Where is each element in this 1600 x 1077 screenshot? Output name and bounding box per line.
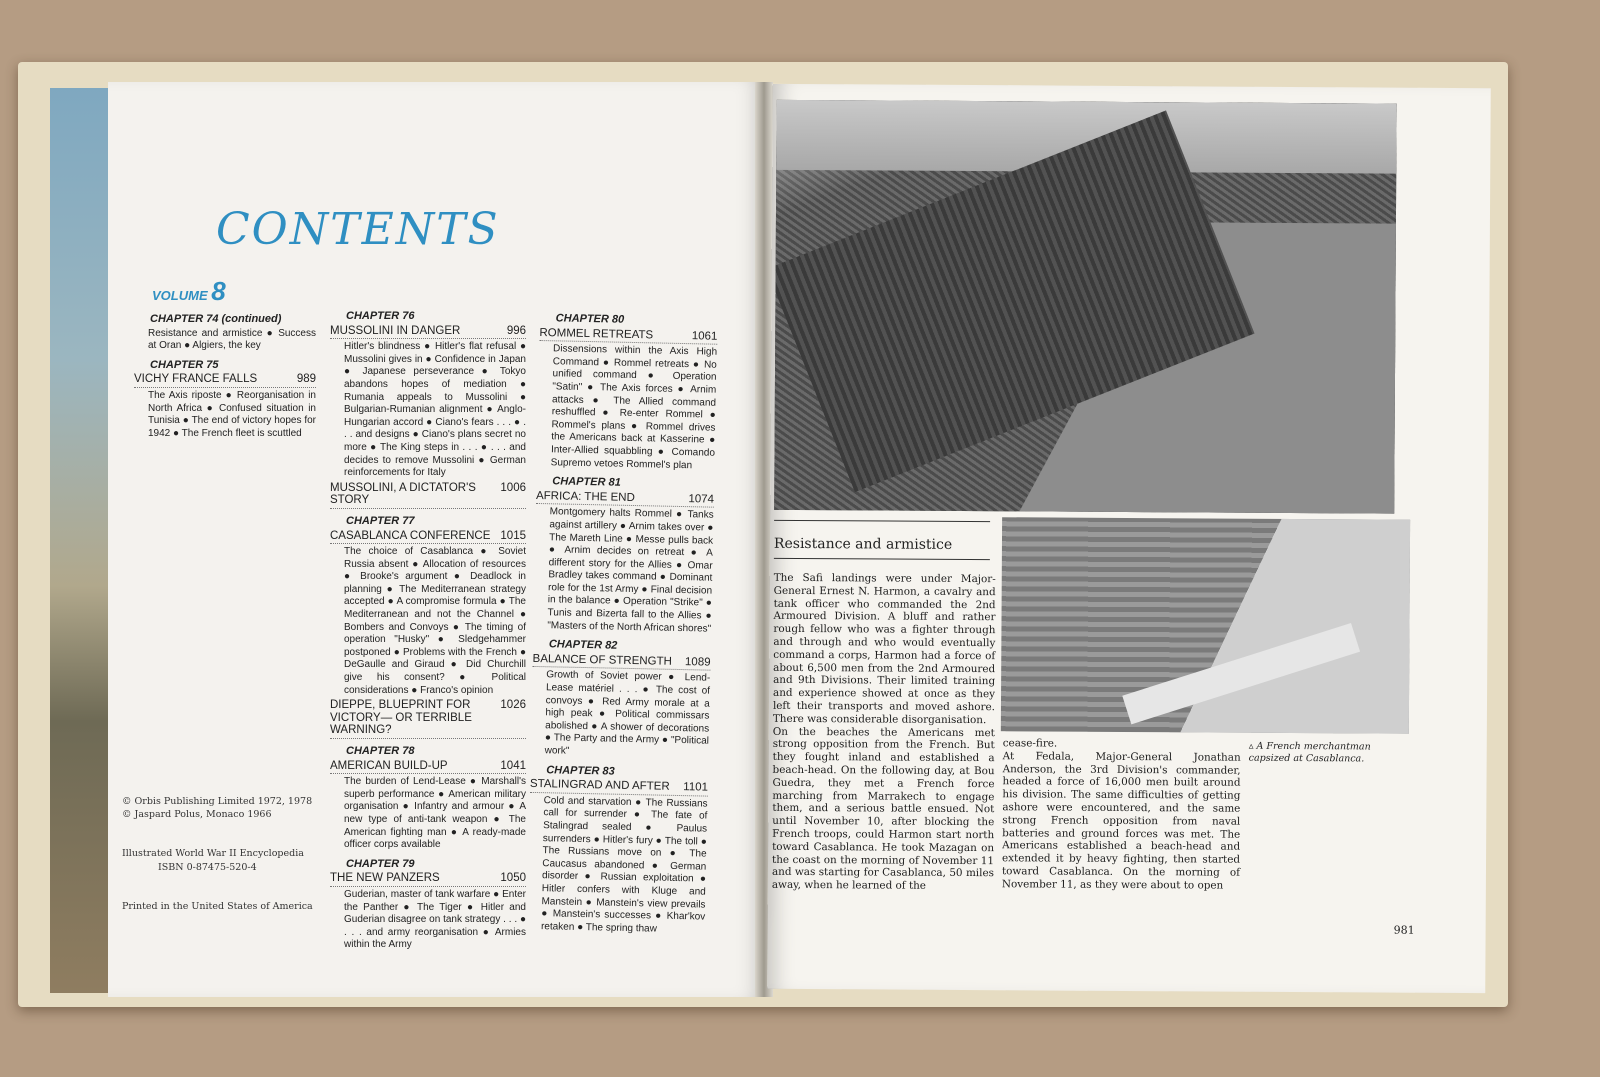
chapter-label: CHAPTER 81 (552, 475, 621, 489)
chapter-description: Hitler's blindness ● Hitler's flat refusal ● Mussolini gives in ● Confidence in Japan ● Japanese perseverance ● Tokyo abandons hopes of mediation ● Rumania appeals to Mussolini ● Bulgarian-Rumanian alignment ● Anglo-Hungarian accord ● Ciano's fears . . . ● . . . and designs ● Ciano's plans secret no more ● The King steps in . . . ● . . . and decides to remove Mussolini ● German reinforcements for Italy (344, 341, 526, 479)
chapter-page-number: 1101 (683, 781, 709, 794)
chapter-description: Growth of Soviet power ● Lend-Lease matériel . . . ● The cost of convoys ● Red Army morale at a high peak ● Political commissars abolished ● A shower of decorations ● The Party and the Army ● "Political work" (544, 669, 711, 757)
chapter-title: MUSSOLINI, A DICTATOR'S STORY (330, 481, 476, 507)
chapter-title-row[interactable] (330, 872, 526, 887)
chapter-page-number: 1089 (684, 655, 711, 669)
chapter-description: The Axis riposte ● Reorganisation in North Africa ● Confused situation in Tunisia ● The end of victory hopes for 1942 ● The French fleet is scuttled (148, 389, 316, 439)
chapter-title-row[interactable] (530, 778, 708, 796)
chapter-label: CHAPTER 77 (346, 514, 415, 527)
capsized-ship-photo (774, 100, 1396, 514)
chapter-title: ROMMEL RETREATS (539, 326, 654, 341)
volume-heading (152, 276, 226, 307)
chapter-page-number: 1041 (500, 759, 526, 772)
body-text-column-1: The Safi landings were under Major-General Ernest N. Harmon, a cavalry and tank officer who commanded the 2nd Armoured Division. A bluff and rather rough fellow who was a fighter through and through and who would eventually command a corps, Harmon had a force of about 6,500 men from the 2nd Armoured and 9th Divisions. Their limited training and experience showed at once as they left their transports and moved ashore. There was considerable disorganisation. On the beaches the Americans met strong opposition from the French. But they fought inland and established a beach-head. On the following day, at Bou Guedra, they met a French force marching from Marrakech to engage them, and a serious battle ensued. Not until November 10, after blocking the French troops, could Harmon start north toward Casablanca. He took Mazagan on the coast on the morning of November 11 and was starting for Casablanca, 50 miles away, when he learned of the (771, 571, 996, 892)
section-rule-bottom (774, 558, 990, 560)
chapter-title-row[interactable] (536, 490, 714, 508)
copyright-jaspard: © Jaspard Polus, Monaco 1966 (122, 809, 272, 820)
left-page (108, 82, 763, 997)
chapter-title: STALINGRAD AND AFTER (529, 778, 670, 794)
chapter-page-number: 1061 (691, 329, 718, 343)
chapter-description: Montgomery halts Rommel ● Tanks against artillery ● Arnim takes over ● The Mareth Line ● Messe pulls back ● Arnim decides on retreat ● A different story for the Allies ● Omar Bradley takes command ● Dominant role for the 1st Army ● Final decision in the balance ● Operation "Strike" ● Tunis and Bizerta fall to the Allies ● "Masters of the North African shores" (547, 506, 714, 635)
copyright-orbis: © Orbis Publishing Limited 1972, 1978 (122, 796, 313, 807)
chapter-title: DIEPPE, BLUEPRINT FOR VICTORY— OR TERRIBLE WARNING? (330, 699, 472, 737)
chapter-label: CHAPTER 76 (346, 310, 415, 322)
cover-edge-artwork (50, 88, 110, 993)
chapter-description: Guderian, master of tank warfare ● Enter the Panther ● The Tiger ● Hitler and Guderian disagree on tank strategy . . . ● . . . and army reorganisation ● Armies within the Army (344, 888, 526, 951)
chapter-title: AFRICA: THE END (535, 489, 635, 504)
chapter-page-number: 989 (296, 373, 316, 386)
chapter-title-row[interactable] (330, 530, 526, 545)
contents-title: CONTENTS (216, 204, 500, 255)
chapter-title: AMERICAN BUILD-UP (330, 759, 448, 772)
chapter-title-row[interactable] (330, 482, 526, 509)
chapter-page-number: 1006 (500, 481, 526, 494)
printed-in: Printed in the United States of America (122, 901, 313, 912)
toc-column-1 (134, 307, 316, 440)
volume-label: VOLUME (152, 288, 208, 303)
chapter-title-row[interactable] (330, 760, 526, 775)
chapter-label: CHAPTER 75 (150, 358, 219, 371)
chapter-title-row[interactable] (330, 699, 526, 739)
chapter-label: CHAPTER 79 (346, 857, 415, 870)
chapter-title-row[interactable] (330, 325, 526, 340)
chapter-title: THE NEW PANZERS (330, 872, 440, 885)
chapter-title: CASABLANCA CONFERENCE (330, 529, 491, 542)
toc-column-2 (330, 304, 526, 952)
chapter-description: The burden of Lend-Lease ● Marshall's superb performance ● American military organisation ● Infantry and armour ● A new type of anti-tank weapon ● The American fighting man ● A ready-made officer corps available (344, 776, 526, 851)
page-number: 981 (1393, 923, 1415, 937)
chapter-page-number: 1026 (500, 699, 526, 712)
chapter-page-number: 1015 (500, 529, 526, 542)
aerial-harbour-photo (1001, 517, 1410, 733)
isbn: ISBN 0-87475-520-4 (158, 862, 257, 873)
chapter-page-number: 1074 (688, 492, 715, 506)
chapter-title-row[interactable] (539, 327, 717, 345)
chapter-title-row[interactable] (532, 653, 710, 671)
chapter-title: BALANCE OF STRENGTH (532, 652, 673, 668)
chapter-label: CHAPTER 82 (548, 638, 618, 652)
chapter-page-number: 996 (506, 324, 526, 337)
toc-column-3 (527, 306, 718, 937)
chapter-label: CHAPTER 80 (555, 312, 625, 326)
chapter-page-number: 1050 (500, 872, 526, 885)
section-title: Resistance and armistice (773, 535, 953, 553)
chapter-title-row[interactable] (134, 373, 316, 388)
chapter-description: Resistance and armistice ● Success at Oran ● Algiers, the key (148, 327, 316, 352)
right-page (767, 84, 1491, 993)
chapter-title: MUSSOLINI IN DANGER (330, 324, 461, 337)
chapter-label: CHAPTER 74 (continued) (150, 313, 282, 325)
photo-ship (1122, 623, 1360, 724)
volume-number: 8 (211, 276, 226, 306)
body-text-column-2: cease-fire. At Fedala, Major-General Jonathan Anderson, the 3rd Division's commander, headed a force of 16,000 men built around his division. The same difficulties of getting ashore were encountered, and the same strong French opposition from naval batteries and ground forces was met. The Americans established a beach-head and extended it by heavy fighting, then started toward Casablanca. On the morning of November 11, as they were about to open (1001, 737, 1241, 892)
chapter-description: Dissensions within the Axis High Command ● Rommel retreats ● No unified command ● Operation "Satin" ● The Axis forces ● Arnim attacks ● The Allied command reshuffled ● Re-enter Rommel ● Rommel's plans ● Rommel drives the Americans back at Kasserine ● Inter-Allied squabbling ● Comando Supremo vetoes Rommel's plan (550, 343, 718, 471)
chapter-title: VICHY FRANCE FALLS (134, 373, 258, 386)
encyclopedia-title: Illustrated World War II Encyclopedia (122, 848, 304, 859)
chapter-label: CHAPTER 83 (546, 763, 615, 778)
chapter-description: The choice of Casablanca ● Soviet Russia absent ● Allocation of resources ● Brooke's argument ● Deadlock in planning ● The Mediterranean strategy accepted ● A compromise formula ● The Mediterranean and not the Channel ● Bombers and Convoys ● The timing of operation "Husky" ● Sledgehammer postponed ● Problems with the French ● DeGaulle and Giraud ● Did Churchill give his consent? ● Political considerations ● Franco's opinion (344, 546, 526, 696)
chapter-description: Cold and starvation ● The Russians call for surrender ● The fate of Stalingrad sealed ● Paulus surrenders ● Hitler's fury ● The toll ● The Russians move on ● The Caucasus abandoned ● German disorder ● Russian exploitation ● Hitler confers with Kluge and Manstein ● Manstein's view prevails ● Manstein's successes ● Khar'kov retaken ● The spring thaw (540, 794, 708, 935)
photo-caption: ▵ A French merchantman capsized at Casablanca. (1248, 740, 1371, 765)
chapter-label: CHAPTER 78 (346, 745, 415, 757)
section-rule-top (774, 520, 990, 522)
